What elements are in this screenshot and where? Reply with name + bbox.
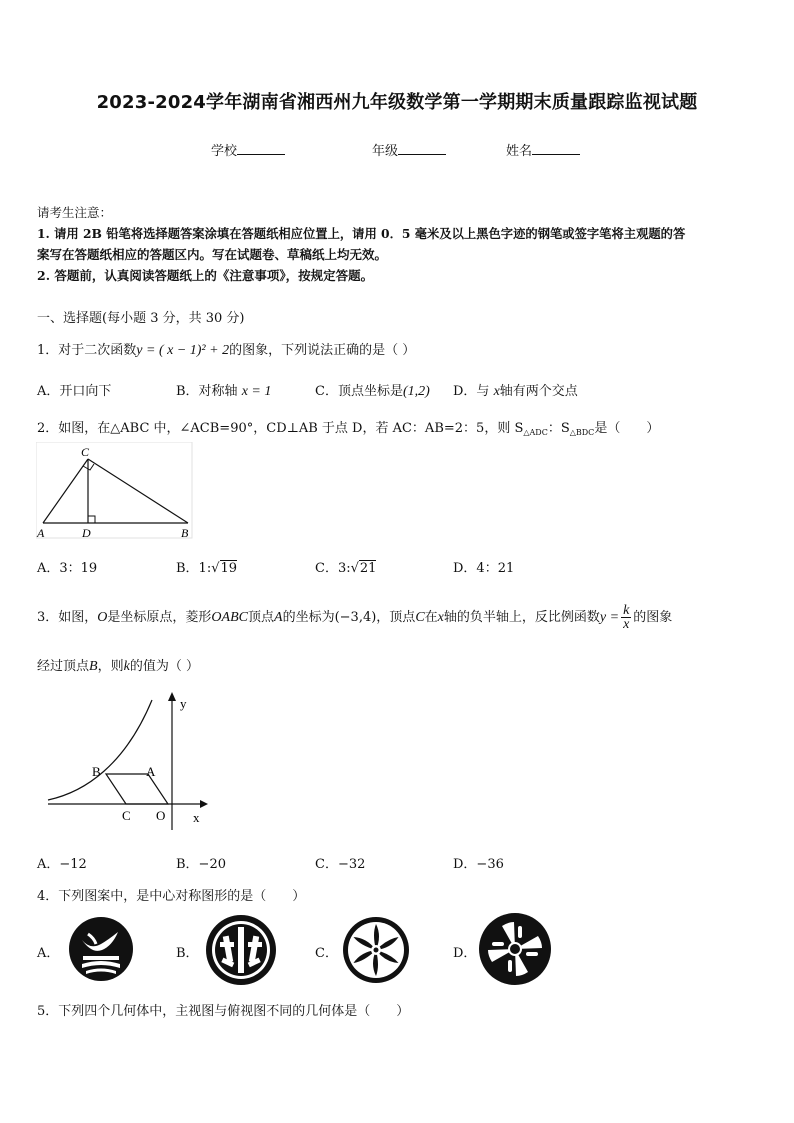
q1-option-d[interactable]: [453, 380, 578, 400]
question-3: [37, 604, 672, 631]
q2-right-angle-d: [88, 516, 95, 523]
q2-side-cb: [88, 459, 188, 523]
q3-fraction-num: k: [623, 603, 630, 618]
q3-label-y: y: [180, 696, 187, 711]
q3-t3: 的坐标为: [282, 610, 335, 625]
q3-c: C: [415, 610, 425, 625]
q3-line2-mid: ，则: [97, 659, 124, 674]
q1-option-c-text: C．顶点坐标是: [315, 384, 403, 399]
name-blank[interactable]: [532, 142, 580, 155]
q2-mid: ：S: [547, 421, 570, 436]
q4-option-d[interactable]: D．: [453, 946, 477, 961]
q3-option-a[interactable]: A．−12: [37, 857, 87, 872]
grade-blank[interactable]: [398, 142, 446, 155]
q1-option-d-math: x: [493, 384, 500, 399]
q1-option-b[interactable]: [176, 380, 271, 400]
q3-label-a: A: [146, 764, 156, 779]
q3-k: k: [123, 659, 130, 674]
grade-field[interactable]: [372, 140, 446, 159]
grade-label: 年级: [372, 144, 399, 159]
name-label: 姓名: [506, 144, 533, 159]
q3-t2: 顶点: [247, 610, 274, 625]
q4-emblem-d-icon[interactable]: [478, 912, 552, 986]
q3-fraction-den: x: [623, 617, 630, 632]
q1-option-c-math: (1,2): [402, 384, 430, 399]
q4-option-a[interactable]: A．: [37, 946, 60, 961]
q3-rhombus: [106, 774, 168, 804]
q3-y-eq: y =: [599, 610, 620, 625]
q3-option-c[interactable]: C．−32: [315, 857, 366, 872]
q2-triangle-figure: [36, 442, 196, 542]
q2-option-b[interactable]: [176, 557, 237, 576]
q2-option-b-root: 19: [220, 561, 238, 576]
notice-line-2: 2. 答题前，认真阅读答题纸上的《注意事项》，按规定答题。: [37, 268, 374, 283]
q4-emblem-a-icon[interactable]: [68, 916, 134, 982]
q1-option-b-math: x = 1: [241, 384, 272, 399]
question-4: 4．下列图案中，是中心对称图形的是（ ）: [37, 889, 306, 904]
q3-line2-post: 的值为（ ）: [129, 659, 199, 674]
q1-option-d-post: 轴有两个交点: [499, 384, 578, 399]
q1-option-c[interactable]: [315, 380, 430, 400]
q2-option-d[interactable]: D．4：21: [453, 561, 515, 576]
q2-sub-bdc: △BDC: [569, 428, 595, 437]
q3-label-b: B: [92, 764, 101, 779]
q1-option-b-text: B．对称轴: [176, 384, 238, 399]
q3-t6: 轴的负半轴上，反比例函数: [443, 610, 600, 625]
q2-side-ac: [43, 459, 88, 523]
q4-option-c[interactable]: C．: [315, 946, 338, 961]
q4-emblem-c-icon[interactable]: [342, 916, 410, 984]
q2-label-d: D: [82, 526, 91, 540]
question-5: 5．下列四个几何体中，主视图与俯视图不同的几何体是（ ）: [37, 1004, 410, 1019]
q3-t7: 的图象: [633, 610, 673, 625]
question-3-line-2: [37, 655, 199, 675]
q3-a: A: [274, 610, 283, 625]
q3-b: B: [89, 659, 98, 674]
q3-x: x: [437, 610, 444, 625]
q3-t4: ，顶点: [376, 610, 416, 625]
q3-y-arrow: [168, 692, 176, 701]
q3-fraction: [621, 604, 631, 631]
q3-hyperbola-curve: [48, 700, 152, 800]
q2-option-c-radical: √: [350, 561, 359, 576]
q3-t5: 在: [424, 610, 438, 625]
notice-line-1a: 1. 请用 2B 铅笔将选择题答案涂填在答题纸相应位置上，请用 0．5 毫米及以上黑色字迹的钢笔或签字笔将主观题的答: [37, 226, 686, 241]
q2-label-c: C: [81, 445, 90, 459]
question-2: [37, 417, 659, 437]
name-field[interactable]: [506, 140, 580, 159]
q3-label-x: x: [193, 810, 200, 825]
notice-heading: 请考生注意：: [37, 205, 113, 220]
q2-option-b-text: B．1:: [176, 561, 212, 576]
q2-sub-adc: △ADC: [523, 428, 548, 437]
q2-option-c-root: 21: [359, 561, 377, 576]
q1-post: 的图象，下列说法正确的是（ ）: [229, 343, 416, 358]
q2-option-c[interactable]: [315, 557, 376, 576]
q4-option-b[interactable]: B．: [176, 946, 199, 961]
q3-oabc: OABC: [211, 610, 248, 625]
q2-label-a: A: [37, 526, 45, 540]
notice-line-1b: 案写在答题纸相应的答题区内。写在试题卷、草稿纸上均无效。: [37, 247, 388, 262]
q1-option-a[interactable]: A．开口向下: [37, 384, 112, 399]
q3-pre: 3．如图，: [37, 610, 98, 625]
q3-option-b[interactable]: B．−20: [176, 857, 226, 872]
q3-t1: 是坐标原点，菱形: [107, 610, 212, 625]
q4-emblem-b-icon[interactable]: [205, 914, 277, 986]
question-1: [37, 339, 415, 359]
q3-o: O: [97, 610, 108, 625]
q2-option-b-radical: √: [211, 561, 220, 576]
q3-option-d[interactable]: D．−36: [453, 857, 504, 872]
q2-option-a[interactable]: A．3：19: [37, 561, 98, 576]
q3-rhombus-figure: [40, 690, 220, 830]
page-title: 2023-2024学年湖南省湘西州九年级数学第一学期期末质量跟踪监视试题: [96, 92, 698, 113]
q1-pre: 1．对于二次函数: [37, 343, 137, 358]
q3-line2-pre: 经过顶点: [37, 659, 90, 674]
school-field[interactable]: [211, 140, 285, 159]
q1-formula: y = ( x − 1)² + 2: [136, 343, 230, 358]
q3-coord: (−3,4): [334, 610, 377, 625]
school-blank[interactable]: [237, 142, 285, 155]
q1-option-d-text: D．与: [453, 384, 490, 399]
school-label: 学校: [211, 144, 238, 159]
q2-post: 是（ ）: [594, 421, 660, 436]
q3-label-c: C: [122, 808, 131, 823]
q2-label-b: B: [181, 526, 189, 540]
section-heading: 一、选择题(每小题 3 分，共 30 分): [37, 311, 245, 326]
q3-x-arrow: [200, 800, 208, 808]
q3-label-o: O: [156, 808, 166, 823]
q2-option-c-text: C．3:: [315, 561, 351, 576]
q2-text: 2．如图，在△ABC 中，∠ACB=90°，CD⊥AB 于点 D，若 AC：AB=2：5，则 S: [37, 421, 524, 436]
